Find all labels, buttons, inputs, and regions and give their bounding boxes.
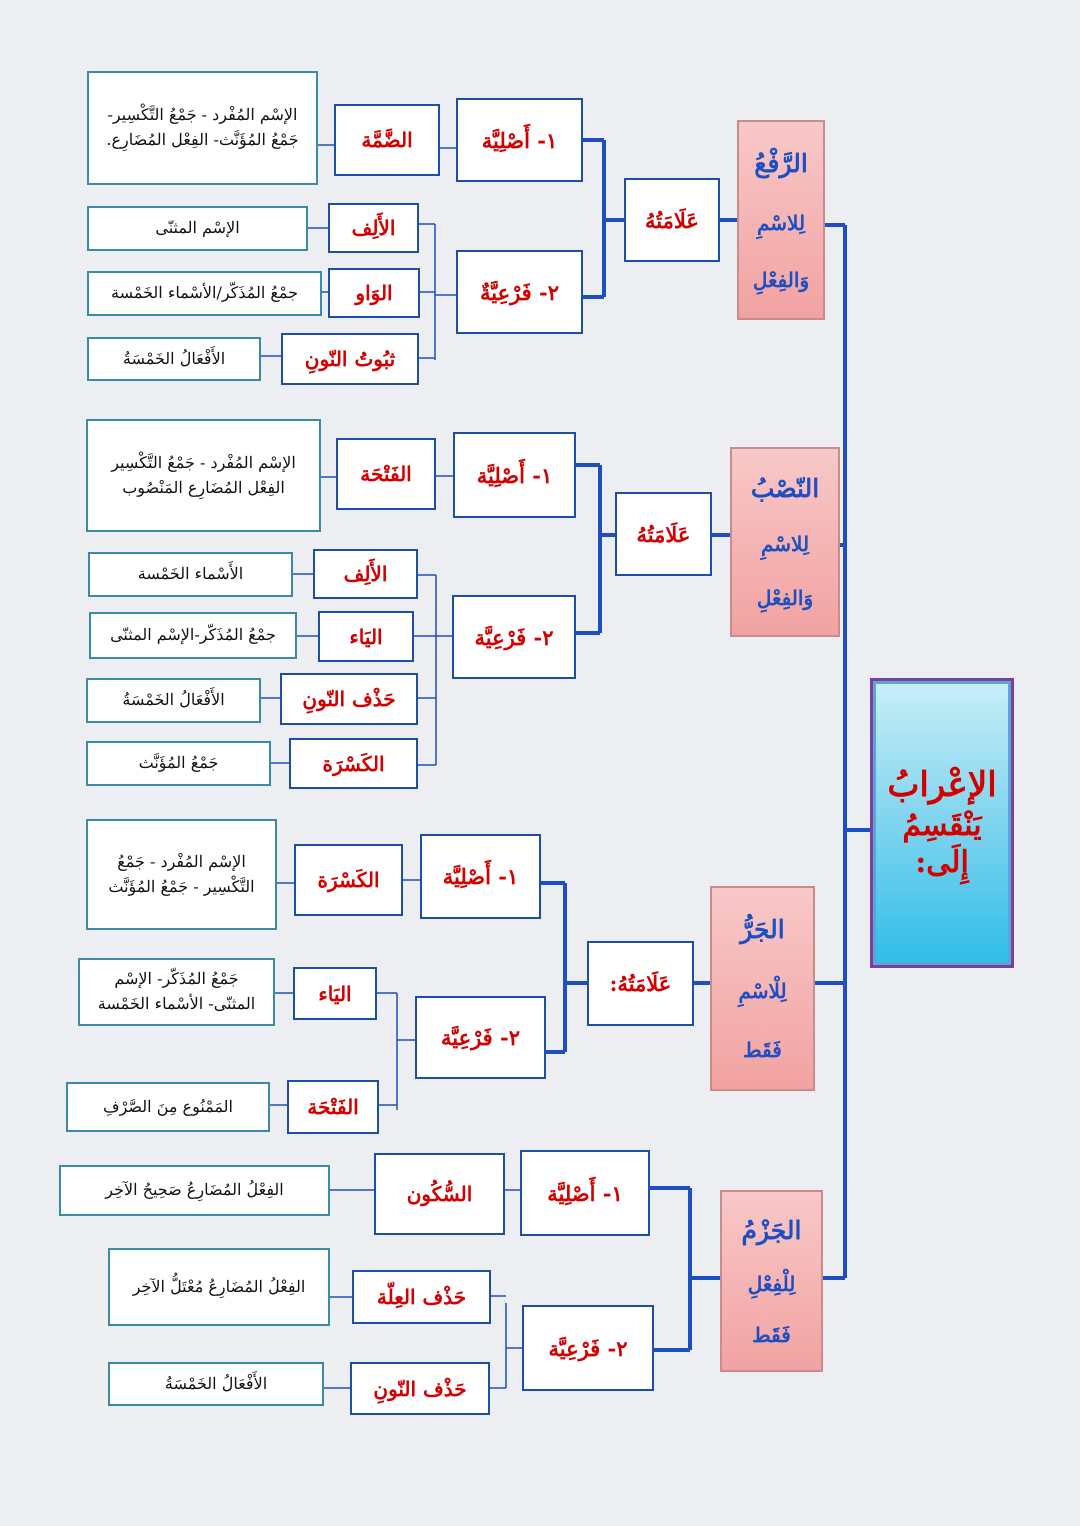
desc-box: الأَفْعَالُ الخَمْسَةُ: [86, 678, 261, 723]
sign-box: حَذْف النّونِ: [280, 673, 418, 725]
kind-secondary: ٢- فَرْعِيَّة: [415, 996, 546, 1079]
case-scope-2: وَالفِعْلِ: [756, 586, 814, 611]
desc-box: جَمْعُ المُؤَنَّث: [86, 741, 271, 786]
desc-box: الإسْم المُفْرد - جَمْعُ التَّكْسِير - جَمْعُ المُؤَنَّث: [86, 819, 277, 930]
case-scope: لِلاسْمِ: [760, 532, 810, 557]
case-mark: عَلَامَتُهُ: [624, 178, 720, 262]
sign-box: السُّكُون: [374, 1153, 505, 1235]
root-subtitle: يَنْقَسِمُ: [902, 807, 982, 843]
sign-box: ثبُوتُ النّونِ: [281, 333, 419, 385]
case-raf: [737, 120, 825, 320]
sign-box: الضَّمَّة: [334, 104, 440, 176]
desc-box: الأَفْعَالُ الخَمْسَةُ: [108, 1362, 324, 1406]
sign-box: الأَلِف: [313, 549, 418, 599]
desc-box: الإسْم المُفْرد - جَمْعُ التَّكْسِير الفِعْل المُضَارِع المَنْصُوب: [86, 419, 321, 532]
sign-box: الفَتْحَة: [287, 1080, 379, 1134]
case-scope: لِلاسْمِ: [756, 210, 806, 235]
case-scope-2: فَقَط: [743, 1037, 782, 1062]
desc-box: الفِعْلُ المُضَارِعُ صَحِيحُ الآخِر: [59, 1165, 330, 1216]
sign-box: اليَاء: [293, 967, 377, 1020]
sign-box: اليَاء: [318, 611, 414, 662]
case-scope: لِلْفِعْلِ: [747, 1271, 796, 1296]
sign-box: الكَسْرَة: [289, 738, 418, 789]
root-title: الإعْرابُ: [887, 765, 997, 806]
desc-box: الإسْم المثنّى: [87, 206, 308, 251]
desc-box: الإسْم المُفْرد - جَمْعُ التَّكْسِير-جَمْعُ المُؤَنَّث- الفِعْل المُضَارِع.: [87, 71, 318, 185]
case-title: الرَّفْعُ: [754, 148, 808, 178]
kind-original: ١- أَصْلِيَّة: [420, 834, 541, 919]
kind-secondary: ٢- فَرْعِيَّةٌ: [456, 250, 583, 334]
desc-box: جمْعُ المُذَكّر/الأسْماء الخَمْسة: [87, 271, 322, 316]
case-scope: لِلْاسْمِ: [738, 978, 787, 1003]
root-subtitle-2: إِلَى:: [915, 845, 969, 881]
desc-box: الأَسْماء الخَمْسة: [88, 552, 293, 597]
kind-secondary: ٢- فَرْعِيَّة: [452, 595, 576, 679]
sign-box: حَذْف النّونِ: [350, 1362, 490, 1415]
sign-box: الكَسْرَة: [294, 844, 403, 916]
desc-box: الأَفْعَالُ الخَمْسَةُ: [87, 337, 261, 381]
case-title: الجَرُّ: [740, 915, 785, 945]
case-nasb: [730, 447, 840, 637]
desc-box: الفِعْلُ المُضَارِعُ مُعْتَلُّ الآخِر: [108, 1248, 330, 1326]
case-title: الجَزْمُ: [741, 1215, 802, 1245]
root-node: [870, 678, 1014, 968]
desc-box: المَمْنُوع مِنَ الصَّرْفِ: [66, 1082, 270, 1132]
kind-original: ١- أَصْلِيَّة: [520, 1150, 650, 1236]
case-title: النّصْبُ: [750, 473, 820, 503]
case-jazm: [720, 1190, 823, 1372]
kind-secondary: ٢- فَرْعِيَّة: [522, 1305, 654, 1391]
case-mark: عَلَامَتُهُ: [615, 492, 712, 576]
case-jarr: [710, 886, 815, 1091]
sign-box: الوَاو: [328, 268, 420, 318]
case-mark: عَلَامَتُهُ:: [587, 941, 694, 1026]
kind-original: ١- أَصْلِيَّة: [453, 432, 576, 518]
sign-box: حَذْف العِلّة: [352, 1270, 491, 1324]
kind-original: ١- أَصْلِيَّة: [456, 98, 583, 182]
case-scope-2: وَالفِعْلِ: [752, 267, 810, 292]
sign-box: الفَتْحَة: [336, 438, 436, 510]
desc-box: جمْعُ المُذَكّر-الإسْم المثنّى: [89, 612, 297, 659]
sign-box: الأَلِف: [328, 203, 419, 253]
case-scope-2: فَقَط: [752, 1322, 791, 1347]
desc-box: جَمْعُ المُذَكّر- الإسْم المثنّى- الأسْماء الخَمْسة: [78, 958, 275, 1026]
